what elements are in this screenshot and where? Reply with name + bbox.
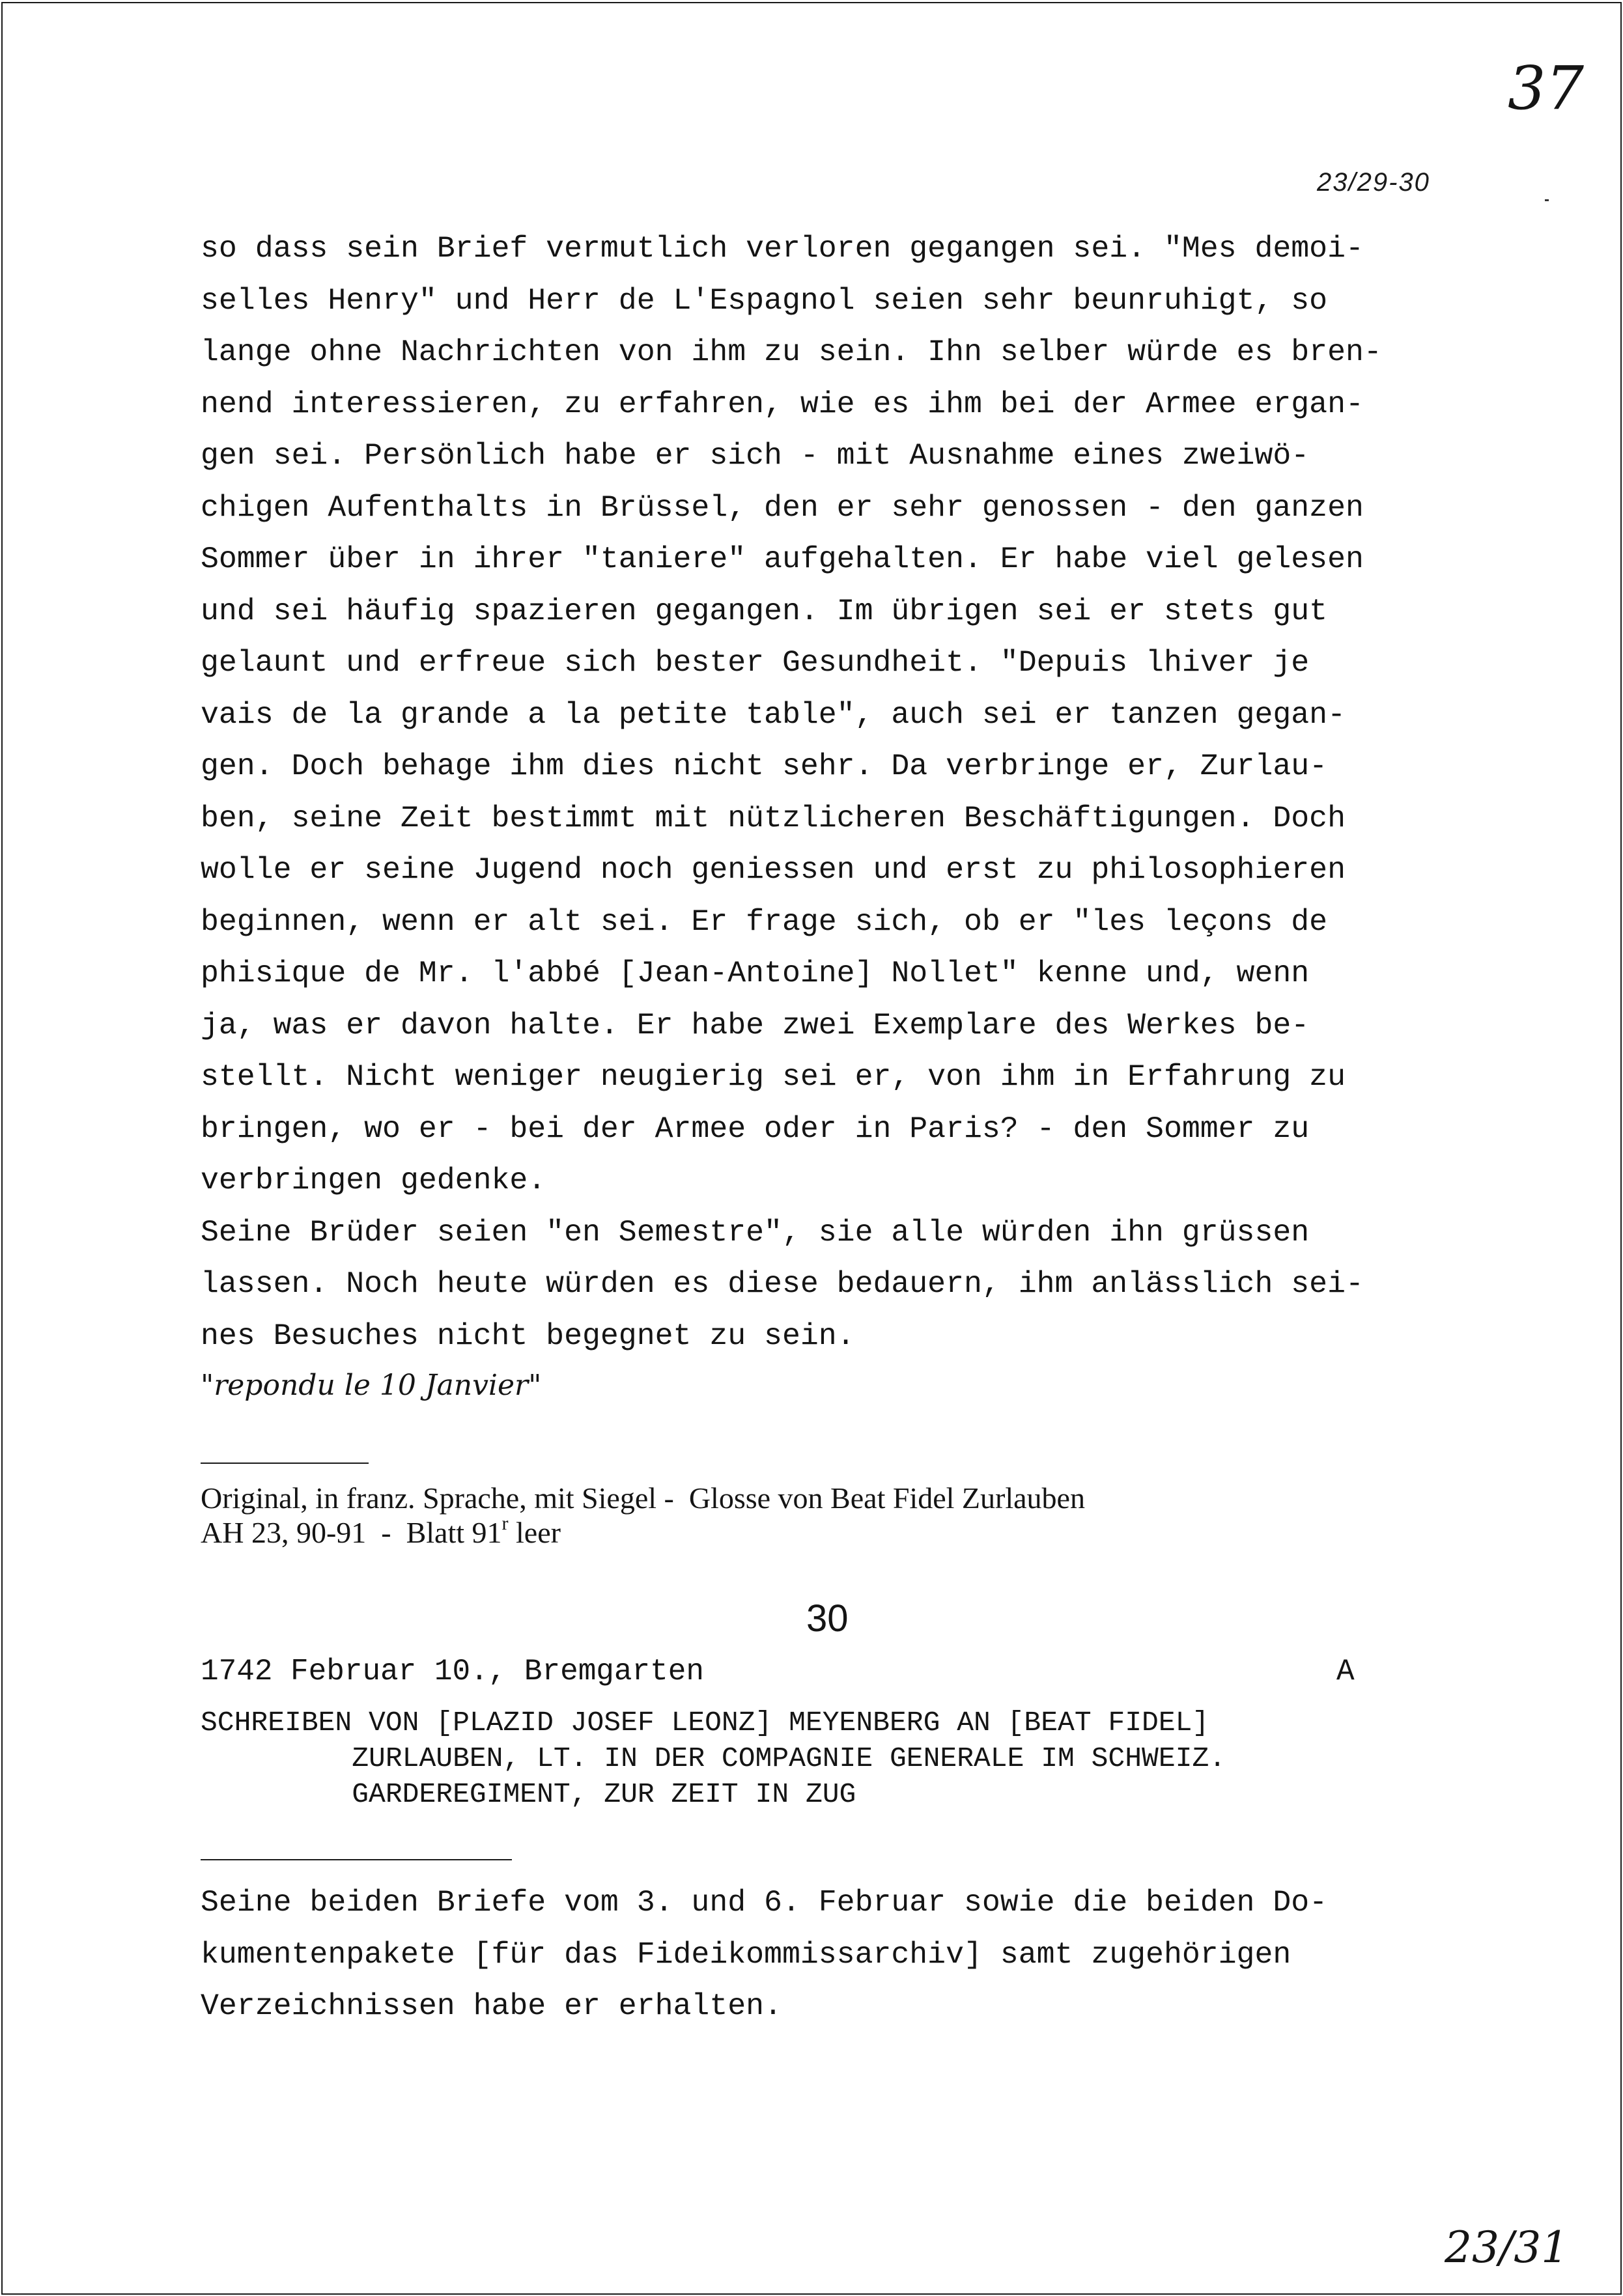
document-summary [201, 1705, 1226, 1812]
summary-line: SCHREIBEN VON [PLAZID JOSEF LEONZ] MEYENBERG AN [BEAT FIDEL] [201, 1707, 1209, 1739]
body-text [201, 223, 1382, 1362]
body-line: phisique de Mr. l'abbé [Jean-Antoine] Nollet" kenne und, wenn [201, 956, 1310, 990]
body-line: gelaunt und erfreue sich bester Gesundheit. "Depuis lhiver je [201, 645, 1310, 680]
body-line: verbringen gedenke. [201, 1163, 546, 1197]
body-line: selles Henry" und Herr de L'Espagnol seien sehr beunruhigt, so [201, 283, 1328, 318]
body-line: gen. Doch behage ihm dies nicht sehr. Da verbringe er, Zurlau- [201, 749, 1328, 783]
handwritten-bottom-number: 23/31 [1445, 2222, 1569, 2273]
reference-number: 23/29-30 [1317, 168, 1430, 197]
body-line: und sei häufig spazieren gegangen. Im übrigen sei er stets gut [201, 593, 1328, 628]
source-note-line1: Original, in franz. Sprache, mit Siegel - Glosse von Beat Fidel Zurlauben [201, 1481, 1085, 1515]
body-line: ja, was er davon halte. Er habe zwei Exemplare des Werkes be- [201, 1007, 1310, 1043]
body-line: nend interessieren, zu erfahren, wie es ihm bei der Armee ergan- [201, 386, 1364, 421]
footnote-divider [201, 1463, 369, 1464]
body-line: Seine Brüder seien "en Semestre", sie alle würden ihn grüssen [201, 1214, 1310, 1250]
body-line: wolle er seine Jugend noch geniessen und erst zu philosophieren [201, 852, 1346, 887]
section-divider [201, 1859, 512, 1860]
body-line: chigen Aufenthalts in Brüssel, den er sehr genossen - den ganzen [201, 490, 1364, 525]
body-line: Sommer über in ihrer "taniere" aufgehalten. Er habe viel gelesen [201, 542, 1364, 576]
document-text-line: Verzeichnissen habe er erhalten. [201, 1989, 782, 2023]
body-line: ben, seine Zeit bestimmt mit nützlicheren Beschäftigungen. Doch [201, 800, 1346, 835]
margin-mark [1545, 199, 1549, 201]
page-border-top [1, 2, 1622, 3]
body-line: lange ohne Nachrichten von ihm zu sein. Ihn selber würde es bren- [201, 335, 1382, 369]
summary-line: ZURLAUBEN, LT. IN DER COMPAGNIE GENERALE IM SCHWEIZ. [201, 1743, 1226, 1774]
source-note-line2-after: leer [508, 1516, 561, 1549]
source-note-line2-before: AH 23, 90-91 - Blatt 91 [201, 1516, 502, 1549]
body-line: nes Besuches nicht begegnet zu sein. [201, 1318, 855, 1353]
handwritten-page-number: 37 [1508, 53, 1585, 123]
body-line: lassen. Noch heute würden es diese bedauern, ihm anlässlich sei- [201, 1267, 1364, 1301]
summary-line: GARDEREGIMENT, ZUR ZEIT IN ZUG [201, 1778, 856, 1810]
body-line: gen sei. Persönlich habe er sich - mit Ausnahme eines zweiwö- [201, 438, 1310, 473]
body-line: beginnen, wenn er alt sei. Er frage sich, ob er "les leçons de [201, 904, 1328, 939]
page-border-left [1, 2, 3, 2295]
body-line: stellt. Nicht weniger neugierig sei er, von ihm in Erfahrung zu [201, 1059, 1346, 1094]
document-number: 30 [806, 1597, 849, 1640]
document-letter: A [1336, 1655, 1355, 1688]
handwritten-annotation: "repondu le 10 Janvier" [201, 1369, 542, 1402]
body-line: so dass sein Brief vermutlich verloren gegangen sei. "Mes demoi- [201, 231, 1364, 266]
document-text-line: kumentenpakete [für das Fideikommissarchiv] samt zugehörigen [201, 1937, 1291, 1972]
document-text-line: Seine beiden Briefe vom 3. und 6. Februar sowie die beiden Do- [201, 1885, 1328, 1920]
page-border-bottom [1, 2293, 1622, 2295]
document-text [201, 1877, 1327, 2032]
page-border-right [1620, 2, 1622, 2295]
document-date-place: 1742 Februar 10., Bremgarten [201, 1655, 704, 1688]
body-line: vais de la grande a la petite table", auch sei er tanzen gegan- [201, 697, 1346, 732]
source-note-superscript: r [501, 1513, 509, 1534]
body-line: bringen, wo er - bei der Armee oder in Paris? - den Sommer zu [201, 1111, 1310, 1146]
source-note [201, 1481, 1085, 1554]
